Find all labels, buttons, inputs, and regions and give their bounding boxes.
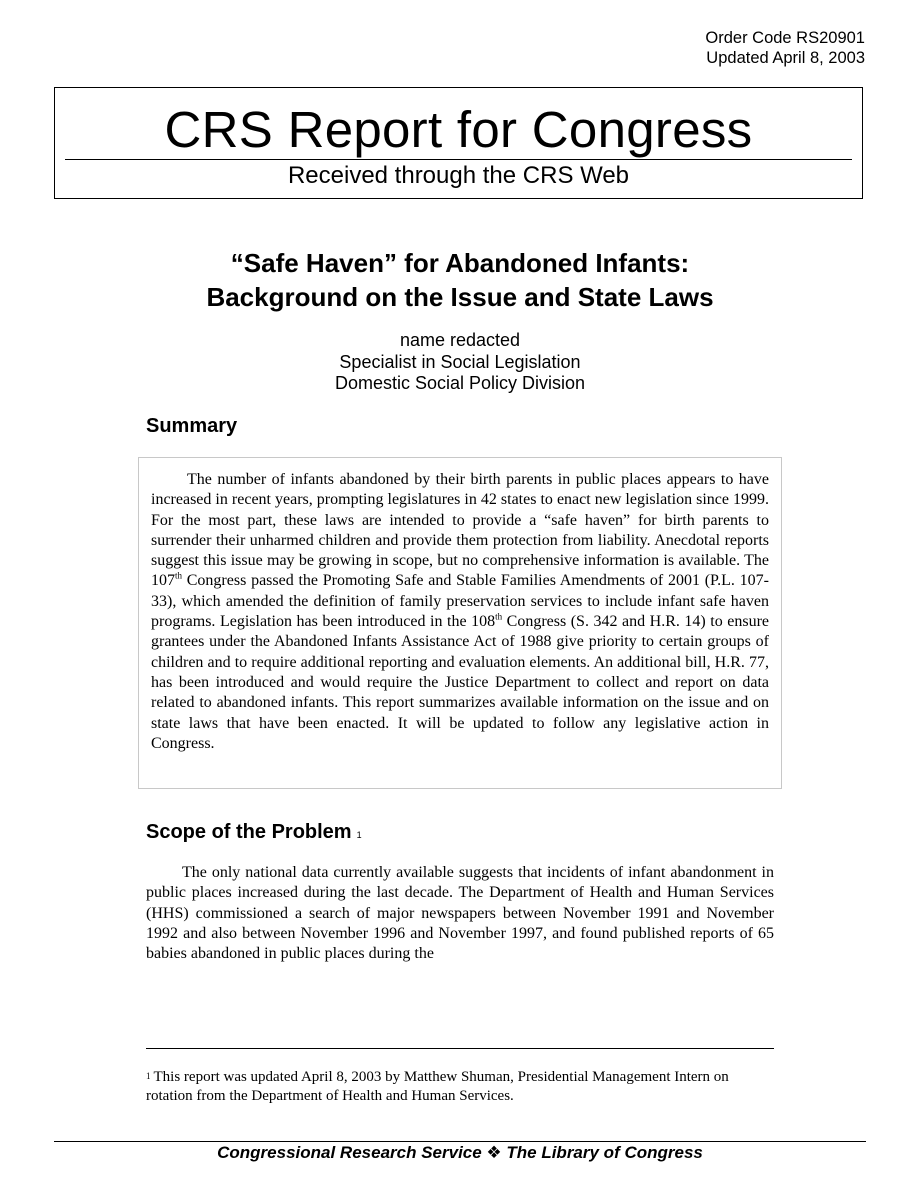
author-division: Domestic Social Policy Division: [334, 373, 586, 393]
author-name: name redacted: [399, 330, 521, 350]
report-title-line-2: Background on the Issue and State Laws: [206, 282, 714, 312]
summary-text-part-3: Congress (S. 342 and H.R. 14) to ensure grantees under the Abandoned Infants Assistance Act of 1988 give priority to certain groups of children and to require additional reporting and evaluation elements. An additional bill, H.R. 77, has been introduced and would require the Justice Department to collect and report on data related to abandoned infants. This report summarizes available information on the issue and on state laws that have been enacted. It will be updated to follow any legislative action in Congress.: [151, 613, 770, 752]
masthead: [54, 87, 863, 199]
summary-superscript-2: th: [495, 611, 503, 622]
summary-text-part-2: Congress passed the Promoting Safe and Stable Families Amendments of 2001 (P.L. 107-33), which amended the definition of family preservation services to include infant safe haven programs. Legislation has been introduced in the 108: [151, 572, 769, 631]
scope-footnote-ref[interactable]: 1: [356, 830, 362, 840]
summary-text-part-1: The number of infants abandoned by their birth parents in public places appears to have increased in recent years, prompting legislatures in 42 states to enact new legislation since 1999. For the most part, these laws are intended to provide a “safe haven” for birth parents to surrender their unharmed children and provide them protection from liability. Anecdotal reports suggest this issue may be growing in scope, but no comprehensive information is available. The 107: [151, 471, 769, 590]
author-position: Specialist in Social Legislation: [339, 351, 581, 372]
order-code-block: [705, 28, 865, 68]
summary-superscript-1: th: [175, 571, 183, 582]
report-title-line-1: “Safe Haven” for Abandoned Infants:: [230, 248, 690, 278]
order-code: Order Code RS20901: [705, 29, 865, 47]
footnote-number: 1: [146, 1071, 151, 1081]
page-footer: Congressional Research Service ❖ The Library of Congress: [217, 1143, 703, 1162]
scope-heading-text: Scope of the Problem: [146, 821, 352, 843]
scope-paragraph: [146, 863, 774, 964]
summary-heading: Summary: [146, 415, 238, 437]
summary-text: [151, 470, 769, 754]
scope-paragraph-text: The only national data currently available suggests that incidents of infant abandonment in public places increased during the last decade. The Department of Health and Human Services (HHS) commissioned a search of major newspapers between November 1991 and November 1992 and also between November 1996 and November 1997, and found published reports of 65 babies abandoned in public places during the: [146, 864, 774, 963]
updated-date: Updated April 8, 2003: [706, 49, 865, 67]
masthead-title: CRS Report for Congress: [164, 101, 753, 158]
masthead-rule: [65, 159, 852, 160]
scope-heading: [146, 820, 362, 844]
masthead-subtitle: Received through the CRS Web: [287, 162, 630, 189]
footnote-text: This report was updated April 8, 2003 by Matthew Shuman, Presidential Management Intern on rotation from the Department of Health and Human Services.: [146, 1069, 729, 1104]
report-title: [0, 246, 920, 314]
author-block: [0, 330, 920, 395]
footnote: [146, 1068, 774, 1106]
footnote-divider: [146, 1048, 774, 1049]
